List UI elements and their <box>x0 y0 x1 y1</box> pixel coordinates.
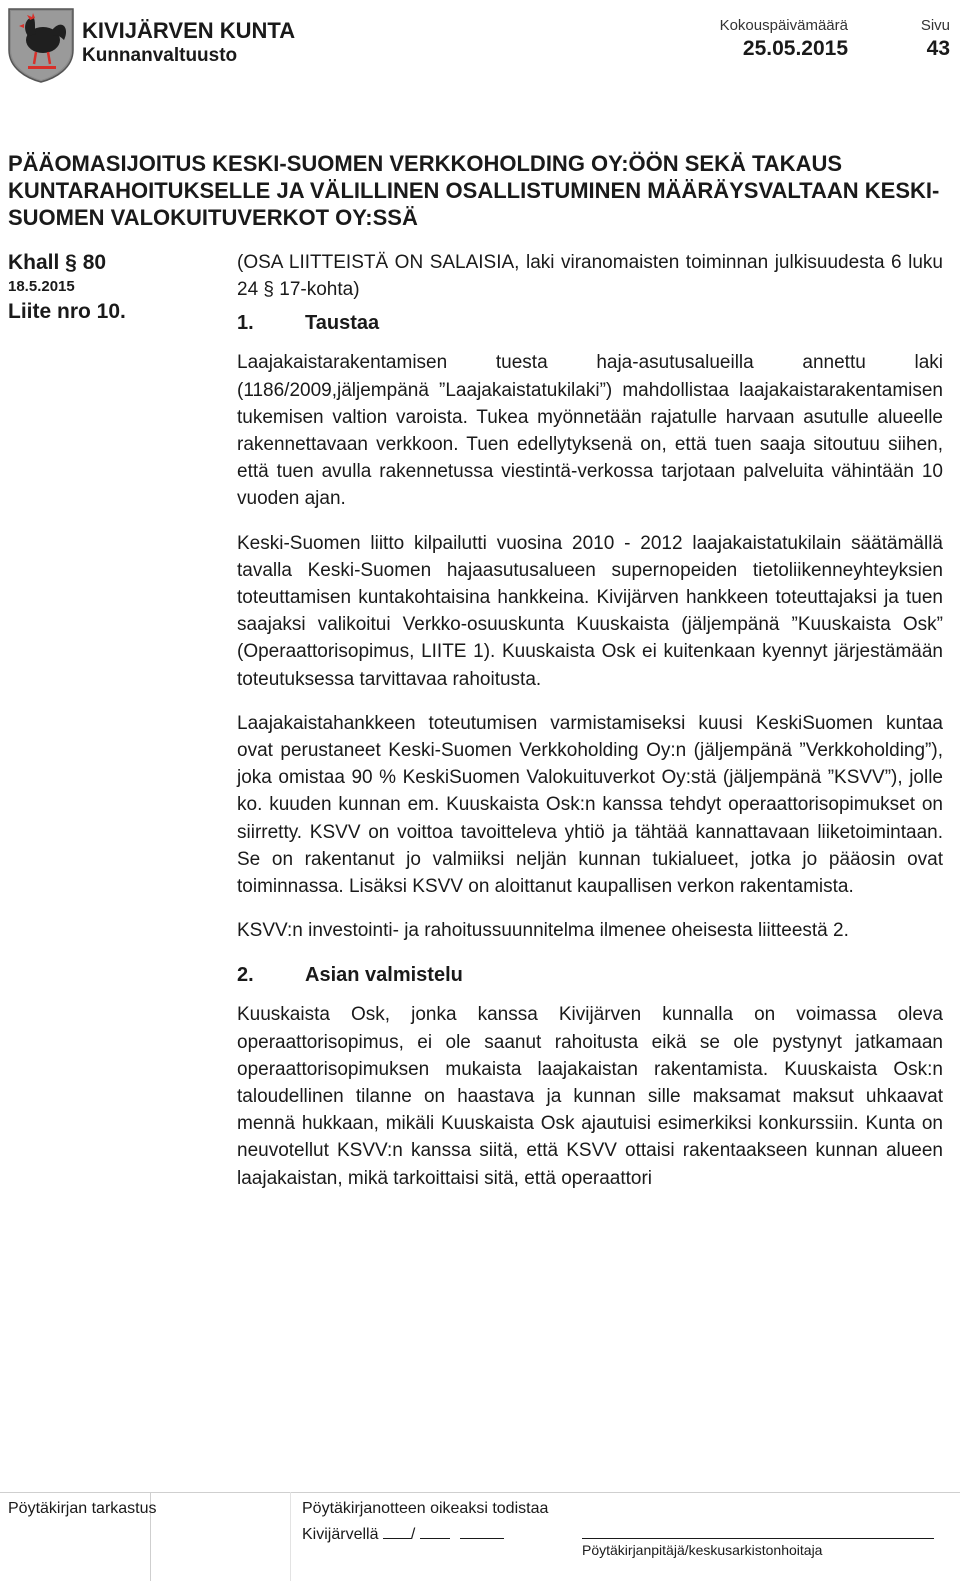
khall-date: 18.5.2015 <box>8 278 75 295</box>
certification-label: Pöytäkirjanotteen oikeaksi todistaa <box>302 1500 549 1517</box>
appendix-number: Liite nro 10. <box>8 300 126 323</box>
meeting-date-block <box>720 16 848 62</box>
paragraph-2: Keski-Suomen liitto kilpailutti vuosina 2010 - 2012 laajakaistatukilain säätämällä tavalla Keski-Suomen hajaasutusalueen supernopeiden tietoliikenneyhteyksien toteuttamisen kuntakohtaisina hankkeina. Kivijärven hankkeen toteuttajaksi ja tuen saajaksi valikoitui Verkko-osuuskunta Kuuskaista (jäljempänä ”Kuuskaista Osk” (Operaattorisopimus, LIITE 1). Kuuskaista Osk ei kuitenkaan kyennyt järjestämään toteutuksessa tarvittavaa rahoitusta. <box>237 532 943 690</box>
section-heading-2 <box>237 961 943 989</box>
page-footer <box>0 1492 960 1581</box>
certification-place-line <box>302 1522 504 1544</box>
coat-of-arms-icon <box>6 6 76 84</box>
document-title: PÄÄOMASIJOITUS KESKI-SUOMEN VERKKOHOLDING OY:ÖÖN SEKÄ TAKAUS KUNTARAHOITUKSELLE JA VÄLILLINEN OSALLISTUMINEN MÄÄRÄYSVALTAAN KESKI-SUOMEN VALOKUITUVERKOT OY:SSÄ <box>8 151 940 230</box>
footer-column-divider <box>290 1492 291 1581</box>
page-number-block <box>921 16 950 62</box>
day-blank <box>383 1522 411 1539</box>
section-number: 2. <box>237 964 254 987</box>
section-number: 1. <box>237 312 254 335</box>
signature-line <box>582 1538 934 1539</box>
page-number: 43 <box>926 37 950 60</box>
paragraph-4: KSVV:n investointi- ja rahoitussuunnitelma ilmenee oheisesta liitteestä 2. <box>237 920 849 942</box>
document-body <box>237 249 943 1209</box>
organization-name: KIVIJÄRVEN KUNTA <box>82 18 296 43</box>
year-blank <box>460 1522 504 1539</box>
paragraph-5: Kuuskaista Osk, jonka kanssa Kivijärven kunnalla on voimassa oleva operaattorisopimus, ei ole saanut rahoitusta eikä se ole pystynyt jatkamaan operaattorisopimuksen mukaista laajakaistan rakentamista. Kuuskaista Osk:n taloudellinen tilanne on haastava ja kunnan sille maksamat maksut uhkaavat mennä hukkaan, mikäli Kuuskaista Osk ajautuisi esimerkiksi konkurssiin. Kunta on neuvotellut KSVV:n kanssa siitä, että KSVV ottaisi rakentaakseen kunnan alueen laajakaistan, mikä tarkoittaisi sitä, että operaattori <box>237 1004 943 1189</box>
paragraph-3: Laajakaistahankkeen toteutumisen varmistamiseksi kuusi KeskiSuomen kuntaa ovat perustaneet Keski-Suomen Verkkoholding Oy:n (jäljempänä ”Verkkoholding”), joka omistaa 90 % KeskiSuomen Valokuituverkot Oy:stä (jäljempänä ”KSVV”), jolle ko. kuuden kunnan em. Kuuskaista Osk:n kanssa tehdyt operaattorisopimukset on siirretty. KSVV on voittoa tavoitteleva yhtiö ja tähtää kannattavaan liiketoimintaan. Se on rakentanut jo valmiiksi neljän kunnan tukialueet, jotka jo pääosin ovat toiminnassa. Lisäksi KSVV on aloittanut kaupallisen verkon rakentamista. <box>237 712 943 898</box>
confidentiality-note: (OSA LIITTEISTÄ ON SALAISIA, laki viranomaisten toiminnan julkisuudesta 6 luku 24 § 17-kohta) <box>237 252 943 301</box>
paragraph-1: Laajakaistarakentamisen tuesta haja-asutusalueilla annettu laki (1186/2009,jäljempänä ”Laajakaistatukilaki”) mahdollistaa laajakaistarakentamisen tukemisen valtion varoista. Tukea myönnetään rajatulle harvaan asutulle alueelle rakennettavaan verkkoon. Tuen edellytyksenä on, että tuen saaja sitoutuu siihen, että tuen avulla rakennetussa viestintä-verkossa tarjotaan palveluita vähintään 10 vuoden ajan. <box>237 352 943 510</box>
footer-divider <box>0 1492 960 1493</box>
section-title: Taustaa <box>305 312 380 335</box>
page-label: Sivu <box>920 17 950 34</box>
month-blank <box>420 1522 450 1539</box>
meeting-date-label: Kokouspäivämäärä <box>719 17 848 34</box>
meeting-date-value: 25.05.2015 <box>742 37 848 60</box>
organization-header <box>82 18 295 68</box>
signer-title: Pöytäkirjanpitäjä/keskusarkistonhoitaja <box>582 1542 823 1558</box>
section-title: Asian valmistelu <box>305 964 463 987</box>
khall-reference: Khall § 80 <box>8 251 107 274</box>
side-reference <box>8 250 208 326</box>
section-heading-1 <box>237 309 943 337</box>
date-separator: / <box>410 1526 416 1543</box>
review-label: Pöytäkirjan tarkastus <box>8 1500 157 1517</box>
organization-body: Kunnanvaltuusto <box>82 45 238 66</box>
certification-place: Kivijärvellä <box>302 1526 379 1543</box>
